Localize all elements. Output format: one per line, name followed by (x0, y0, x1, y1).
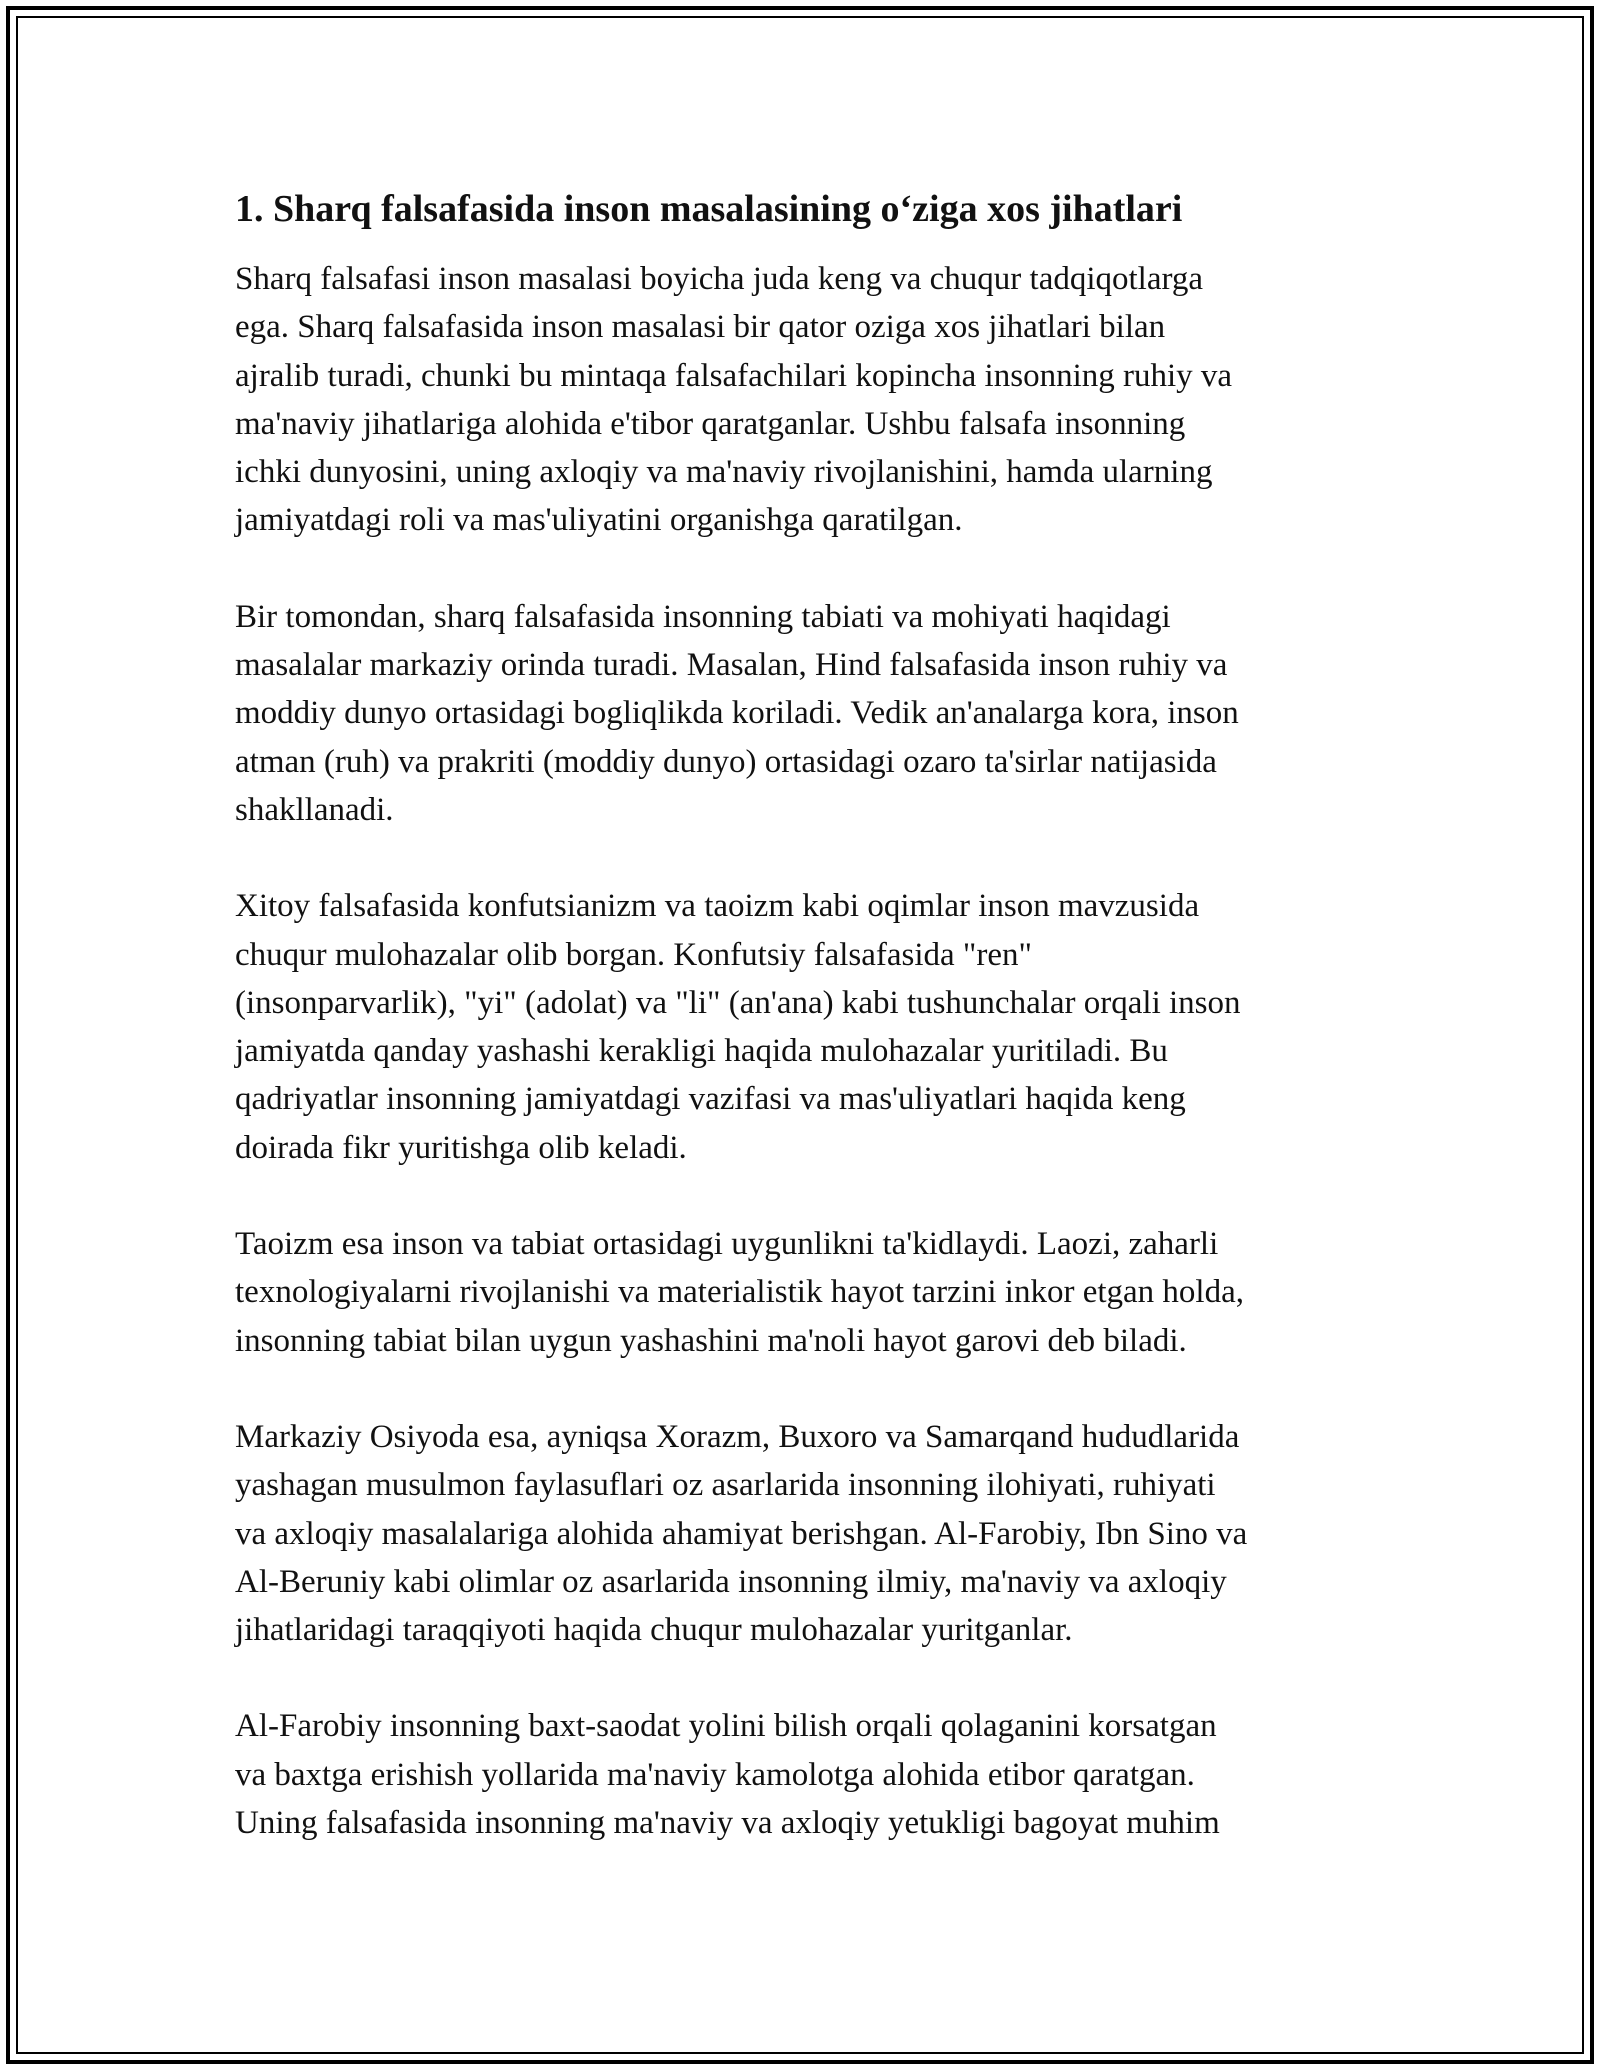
text-line: yashagan musulmon faylasuflari oz asarlarida insonning ilohiyati, ruhiyati (235, 1467, 1216, 1504)
text-line: shakllanadi. (235, 791, 394, 828)
text-line: Al-Farobiy insonning baxt-saodat yolini bilish orqali qolaganini korsatgan (235, 1708, 1217, 1745)
text-line: doirada fikr yuritishga olib keladi. (235, 1129, 687, 1166)
text-line: Sharq falsafasi inson masalasi boyicha juda keng va chuqur tadqiqotlarga (235, 261, 1204, 297)
paragraph-2 (235, 593, 1385, 834)
text-line: chuqur mulohazalar olib borgan. Konfutsiy falsafasida "ren" (235, 936, 1033, 973)
document-body (235, 185, 1385, 1847)
paragraph-4 (235, 1220, 1385, 1365)
text-line: Uning falsafasida insonning ma'naviy va axloqiy yetukligi bagoyat muhim (235, 1805, 1220, 1842)
text-line: va baxtga erishish yollarida ma'naviy kamolotga alohida etibor qaratgan. (235, 1756, 1195, 1793)
text-line: moddiy dunyo ortasidagi bogliqlikda koriladi. Vedik an'analarga kora, inson (235, 695, 1239, 732)
text-line: ichki dunyosini, uning axloqiy va ma'naviy rivojlanishini, hamda ularning (235, 454, 1213, 491)
text-line: ajralib turadi, chunki bu mintaqa falsafachilari kopincha insonning ruhiy va (235, 357, 1233, 394)
paragraph-3 (235, 882, 1385, 1172)
text-line: atman (ruh) va prakriti (moddiy dunyo) ortasidagi ozaro ta'sirlar natijasida (235, 743, 1217, 780)
paragraph-5 (235, 1413, 1385, 1654)
text-line: qadriyatlar insonning jamiyatdagi vazifasi va mas'uliyatlari haqida keng (235, 1081, 1186, 1118)
text-line: texnologiyalarni rivojlanishi va materialistik hayot tarzini inkor etgan holda, (235, 1274, 1244, 1311)
text-line: Taoizm esa inson va tabiat ortasidagi uygunlikni ta'kidlaydi. Laozi, zaharli (235, 1226, 1219, 1263)
paragraph-1 (235, 255, 1385, 545)
text-line: Bir tomondan, sharq falsafasida insonning tabiati va mohiyati haqidagi (235, 598, 1171, 635)
text-line: Al-Beruniy kabi olimlar oz asarlarida insonning ilmiy, ma'naviy va axloqiy (235, 1563, 1227, 1600)
text-line: masalalar markaziy orinda turadi. Masalan, Hind falsafasida inson ruhiy va (235, 647, 1228, 684)
text-line: Xitoy falsafasida konfutsianizm va taoizm kabi oqimlar inson mavzusida (235, 888, 1200, 925)
section-title: 1. Sharq falsafasida inson masalasining o‘ziga xos jihatlari (235, 188, 1183, 230)
text-line: jihatlaridagi taraqqiyoti haqida chuqur mulohazalar yuritganlar. (235, 1612, 1073, 1649)
paragraph-6 (235, 1702, 1385, 1847)
text-line: Markaziy Osiyoda esa, ayniqsa Xorazm, Buxoro va Samarqand hududlarida (235, 1418, 1240, 1455)
text-line: jamiyatdagi roli va mas'uliyatini organishga qaratilgan. (235, 502, 963, 539)
text-line: insonning tabiat bilan uygun yashashini ma'noli hayot garovi deb biladi. (235, 1322, 1187, 1359)
text-line: (insonparvarlik), "yi" (adolat) va "li" (an'ana) kabi tushunchalar orqali inson (235, 984, 1241, 1021)
text-line: ma'naviy jihatlariga alohida e'tibor qaratganlar. Ushbu falsafa insonning (235, 405, 1186, 442)
text-line: ega. Sharq falsafasida inson masalasi bir qator oziga xos jihatlari bilan (235, 309, 1166, 346)
text-line: jamiyatda qanday yashashi kerakligi haqida mulohazalar yuritiladi. Bu (235, 1033, 1168, 1070)
text-line: va axloqiy masalalariga alohida ahamiyat berishgan. Al-Farobiy, Ibn Sino va (235, 1515, 1248, 1552)
